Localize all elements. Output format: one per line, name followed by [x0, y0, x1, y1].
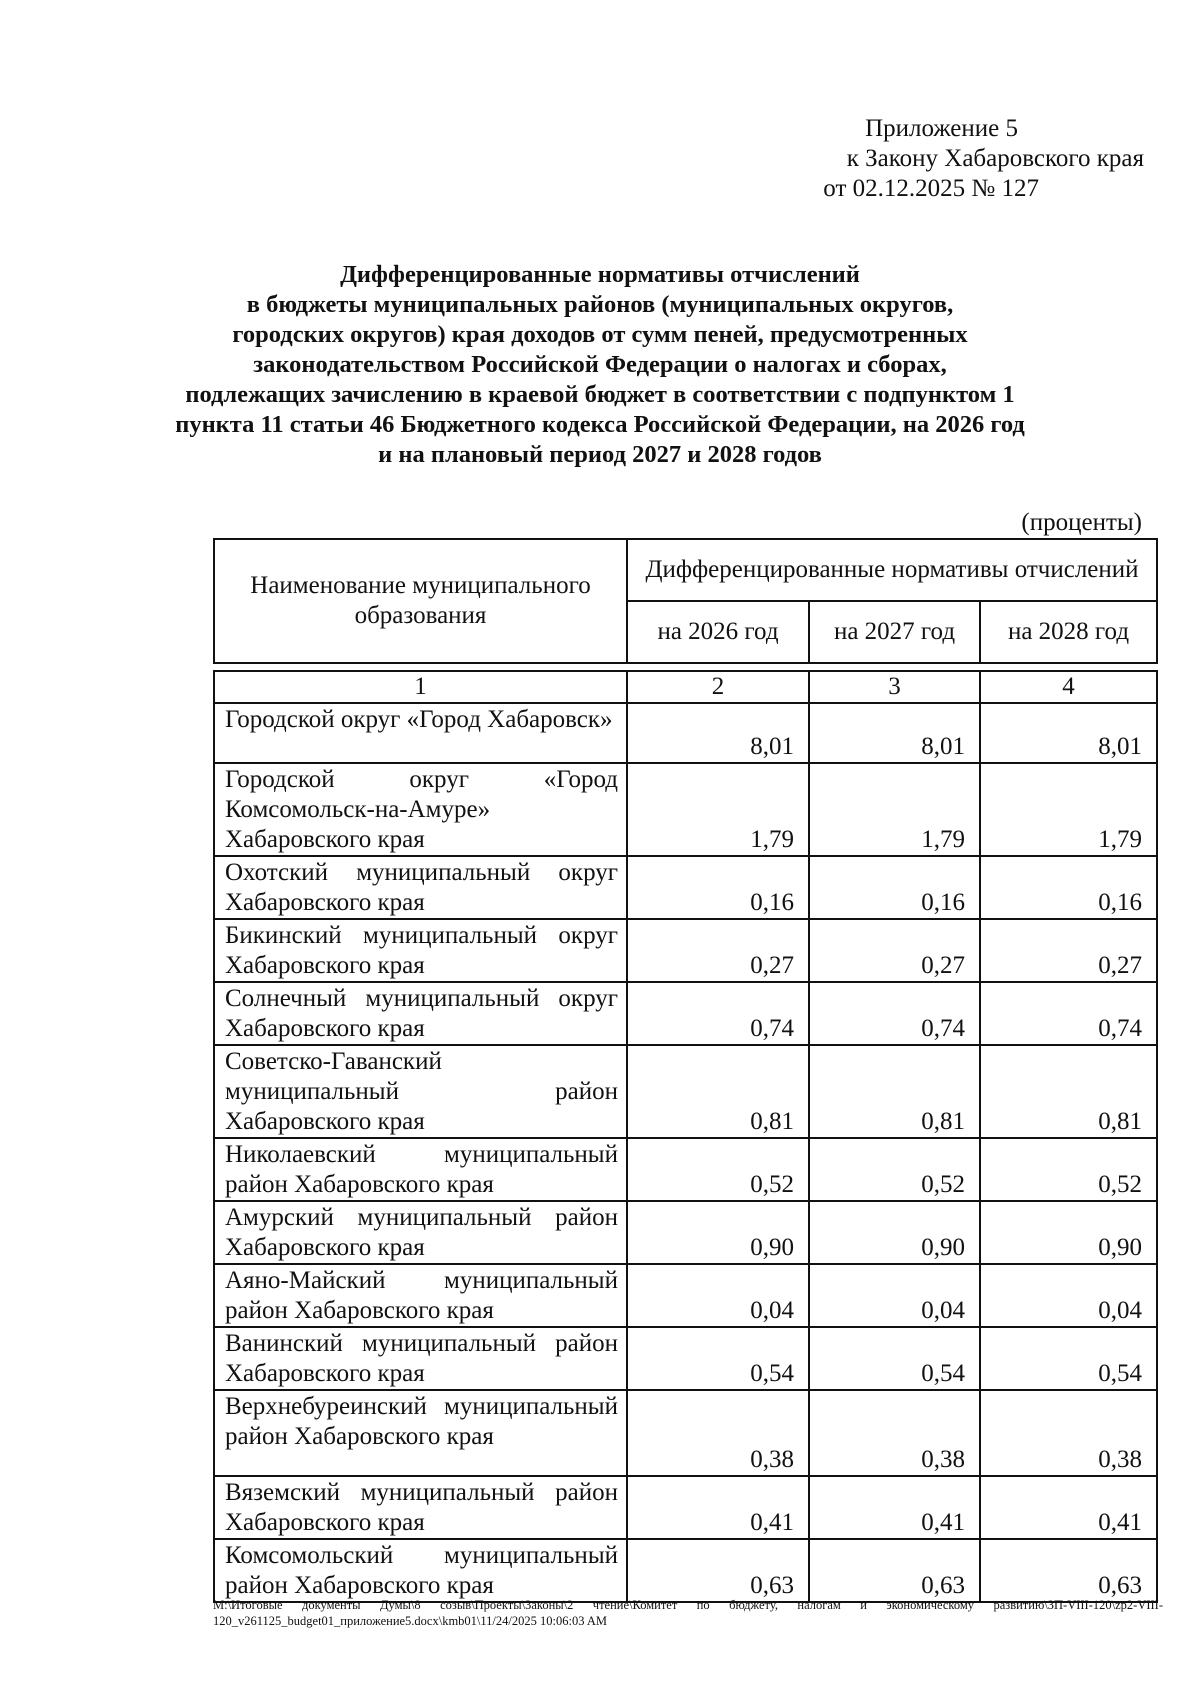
- title-line: и на плановый период 2027 и 2028 годов: [378, 441, 822, 468]
- value-2027: 8,01: [809, 703, 980, 763]
- municipality-name: Городской округ «Город Хабаровск»: [214, 703, 627, 763]
- table-row: [214, 1539, 1157, 1602]
- value-2027: 0,90: [809, 1201, 980, 1264]
- table-row: [214, 1045, 1157, 1138]
- value-2027: 0,63: [809, 1539, 980, 1602]
- header-norms-group: Дифференцированные нормативы отчислений: [627, 539, 1157, 601]
- column-number: 1: [214, 671, 627, 703]
- column-number: 2: [627, 671, 809, 703]
- title-line: городских округов) края доходов от сумм пеней, предусмотренных: [232, 321, 968, 348]
- value-2028: 0,27: [980, 919, 1157, 982]
- municipality-name: Солнечный муниципальный округ Хабаровского края: [214, 982, 627, 1045]
- value-2026: 0,81: [627, 1045, 809, 1138]
- table-row: [214, 856, 1157, 919]
- value-2028: 0,63: [980, 1539, 1157, 1602]
- municipality-name: Городской округ «Город Комсомольск-на-Амуре» Хабаровского края: [214, 763, 627, 856]
- file-path-footer: M:\Итоговые документы Думы\8 созыв\Проекты\Законы\2 чтение\Комитет по бюджету, налогам и экономическому развитию\ЗП-VIII-120\zp2-VIII-120_v261125_budget01_приложение5.docx\kmb01\11/24/2025 10:06:03 AM: [213, 1598, 1163, 1628]
- table-row: [214, 982, 1157, 1045]
- municipality-name: Вяземский муниципальный район Хабаровского края: [214, 1476, 627, 1539]
- value-2026: 0,16: [627, 856, 809, 919]
- title-line: законодательством Российской Федерации о налогах и сборах,: [253, 351, 947, 378]
- table-row: [214, 703, 1157, 763]
- municipality-name: Аяно-Майский муниципальный район Хабаровского края: [214, 1264, 627, 1327]
- value-2027: 0,41: [809, 1476, 980, 1539]
- municipality-name: Бикинский муниципальный округ Хабаровского края: [214, 919, 627, 982]
- header-year-2027: на 2027 год: [809, 601, 980, 663]
- municipality-name: Николаевский муниципальный район Хабаровского края: [214, 1138, 627, 1201]
- table-row: [214, 1138, 1157, 1201]
- value-2026: 0,90: [627, 1201, 809, 1264]
- municipality-name: Охотский муниципальный округ Хабаровского края: [214, 856, 627, 919]
- header-separator: [214, 663, 1157, 671]
- value-2027: 0,52: [809, 1138, 980, 1201]
- appendix-number: Приложение 5: [865, 115, 1018, 142]
- header-municipality: Наименование муниципального образования: [214, 539, 627, 663]
- value-2027: 0,16: [809, 856, 980, 919]
- table-row: [214, 763, 1157, 856]
- municipality-name: Комсомольский муниципальный район Хабаровского края: [214, 1539, 627, 1602]
- value-2028: 0,16: [980, 856, 1157, 919]
- value-2027: 0,81: [809, 1045, 980, 1138]
- table-body: [214, 703, 1157, 1602]
- value-2028: 0,74: [980, 982, 1157, 1045]
- value-2027: 0,38: [809, 1390, 980, 1476]
- units-label: (проценты): [1021, 509, 1142, 536]
- table-row: [214, 1264, 1157, 1327]
- title-line: подлежащих зачислению в краевой бюджет в соответствии с подпунктом 1: [185, 381, 1015, 408]
- value-2027: 1,79: [809, 763, 980, 856]
- document-title: [150, 260, 1050, 470]
- municipality-name: Амурский муниципальный район Хабаровского края: [214, 1201, 627, 1264]
- value-2026: 0,63: [627, 1539, 809, 1602]
- column-number: 4: [980, 671, 1157, 703]
- header-year-2028: на 2028 год: [980, 601, 1157, 663]
- title-line: в бюджеты муниципальных районов (муниципальных округов,: [246, 291, 954, 318]
- value-2026: 0,04: [627, 1264, 809, 1327]
- table-row: [214, 919, 1157, 982]
- value-2026: 0,27: [627, 919, 809, 982]
- municipality-name: Ванинский муниципальный район Хабаровского края: [214, 1327, 627, 1390]
- value-2028: 0,90: [980, 1201, 1157, 1264]
- value-2028: 0,81: [980, 1045, 1157, 1138]
- table-row: [214, 1476, 1157, 1539]
- value-2026: 8,01: [627, 703, 809, 763]
- appendix-header: [823, 114, 1144, 204]
- value-2028: 0,38: [980, 1390, 1157, 1476]
- value-2028: 0,52: [980, 1138, 1157, 1201]
- table-row: [214, 1327, 1157, 1390]
- title-line: Дифференцированные нормативы отчислений: [340, 261, 860, 288]
- value-2027: 0,74: [809, 982, 980, 1045]
- value-2027: 0,27: [809, 919, 980, 982]
- municipality-name: Верхнебуреинский муниципальный район Хабаровского края: [214, 1390, 627, 1476]
- value-2026: 0,38: [627, 1390, 809, 1476]
- value-2028: 0,54: [980, 1327, 1157, 1390]
- norms-table: [213, 538, 1158, 1603]
- value-2026: 1,79: [627, 763, 809, 856]
- value-2026: 0,54: [627, 1327, 809, 1390]
- table-row: [214, 1201, 1157, 1264]
- municipality-name: Советско-Гаванский муниципальный район Хабаровского края: [214, 1045, 627, 1138]
- value-2028: 0,41: [980, 1476, 1157, 1539]
- appendix-law-ref: к Закону Хабаровского края: [846, 145, 1144, 172]
- appendix-date: от 02.12.2025 № 127: [823, 175, 1039, 202]
- value-2026: 0,52: [627, 1138, 809, 1201]
- column-number: 3: [809, 671, 980, 703]
- value-2027: 0,54: [809, 1327, 980, 1390]
- header-year-2026: на 2026 год: [627, 601, 809, 663]
- value-2028: 8,01: [980, 703, 1157, 763]
- value-2027: 0,04: [809, 1264, 980, 1327]
- value-2026: 0,41: [627, 1476, 809, 1539]
- value-2028: 1,79: [980, 763, 1157, 856]
- title-line: пункта 11 статьи 46 Бюджетного кодекса Российской Федерации, на 2026 год: [175, 411, 1025, 438]
- value-2028: 0,04: [980, 1264, 1157, 1327]
- value-2026: 0,74: [627, 982, 809, 1045]
- table-row: [214, 1390, 1157, 1476]
